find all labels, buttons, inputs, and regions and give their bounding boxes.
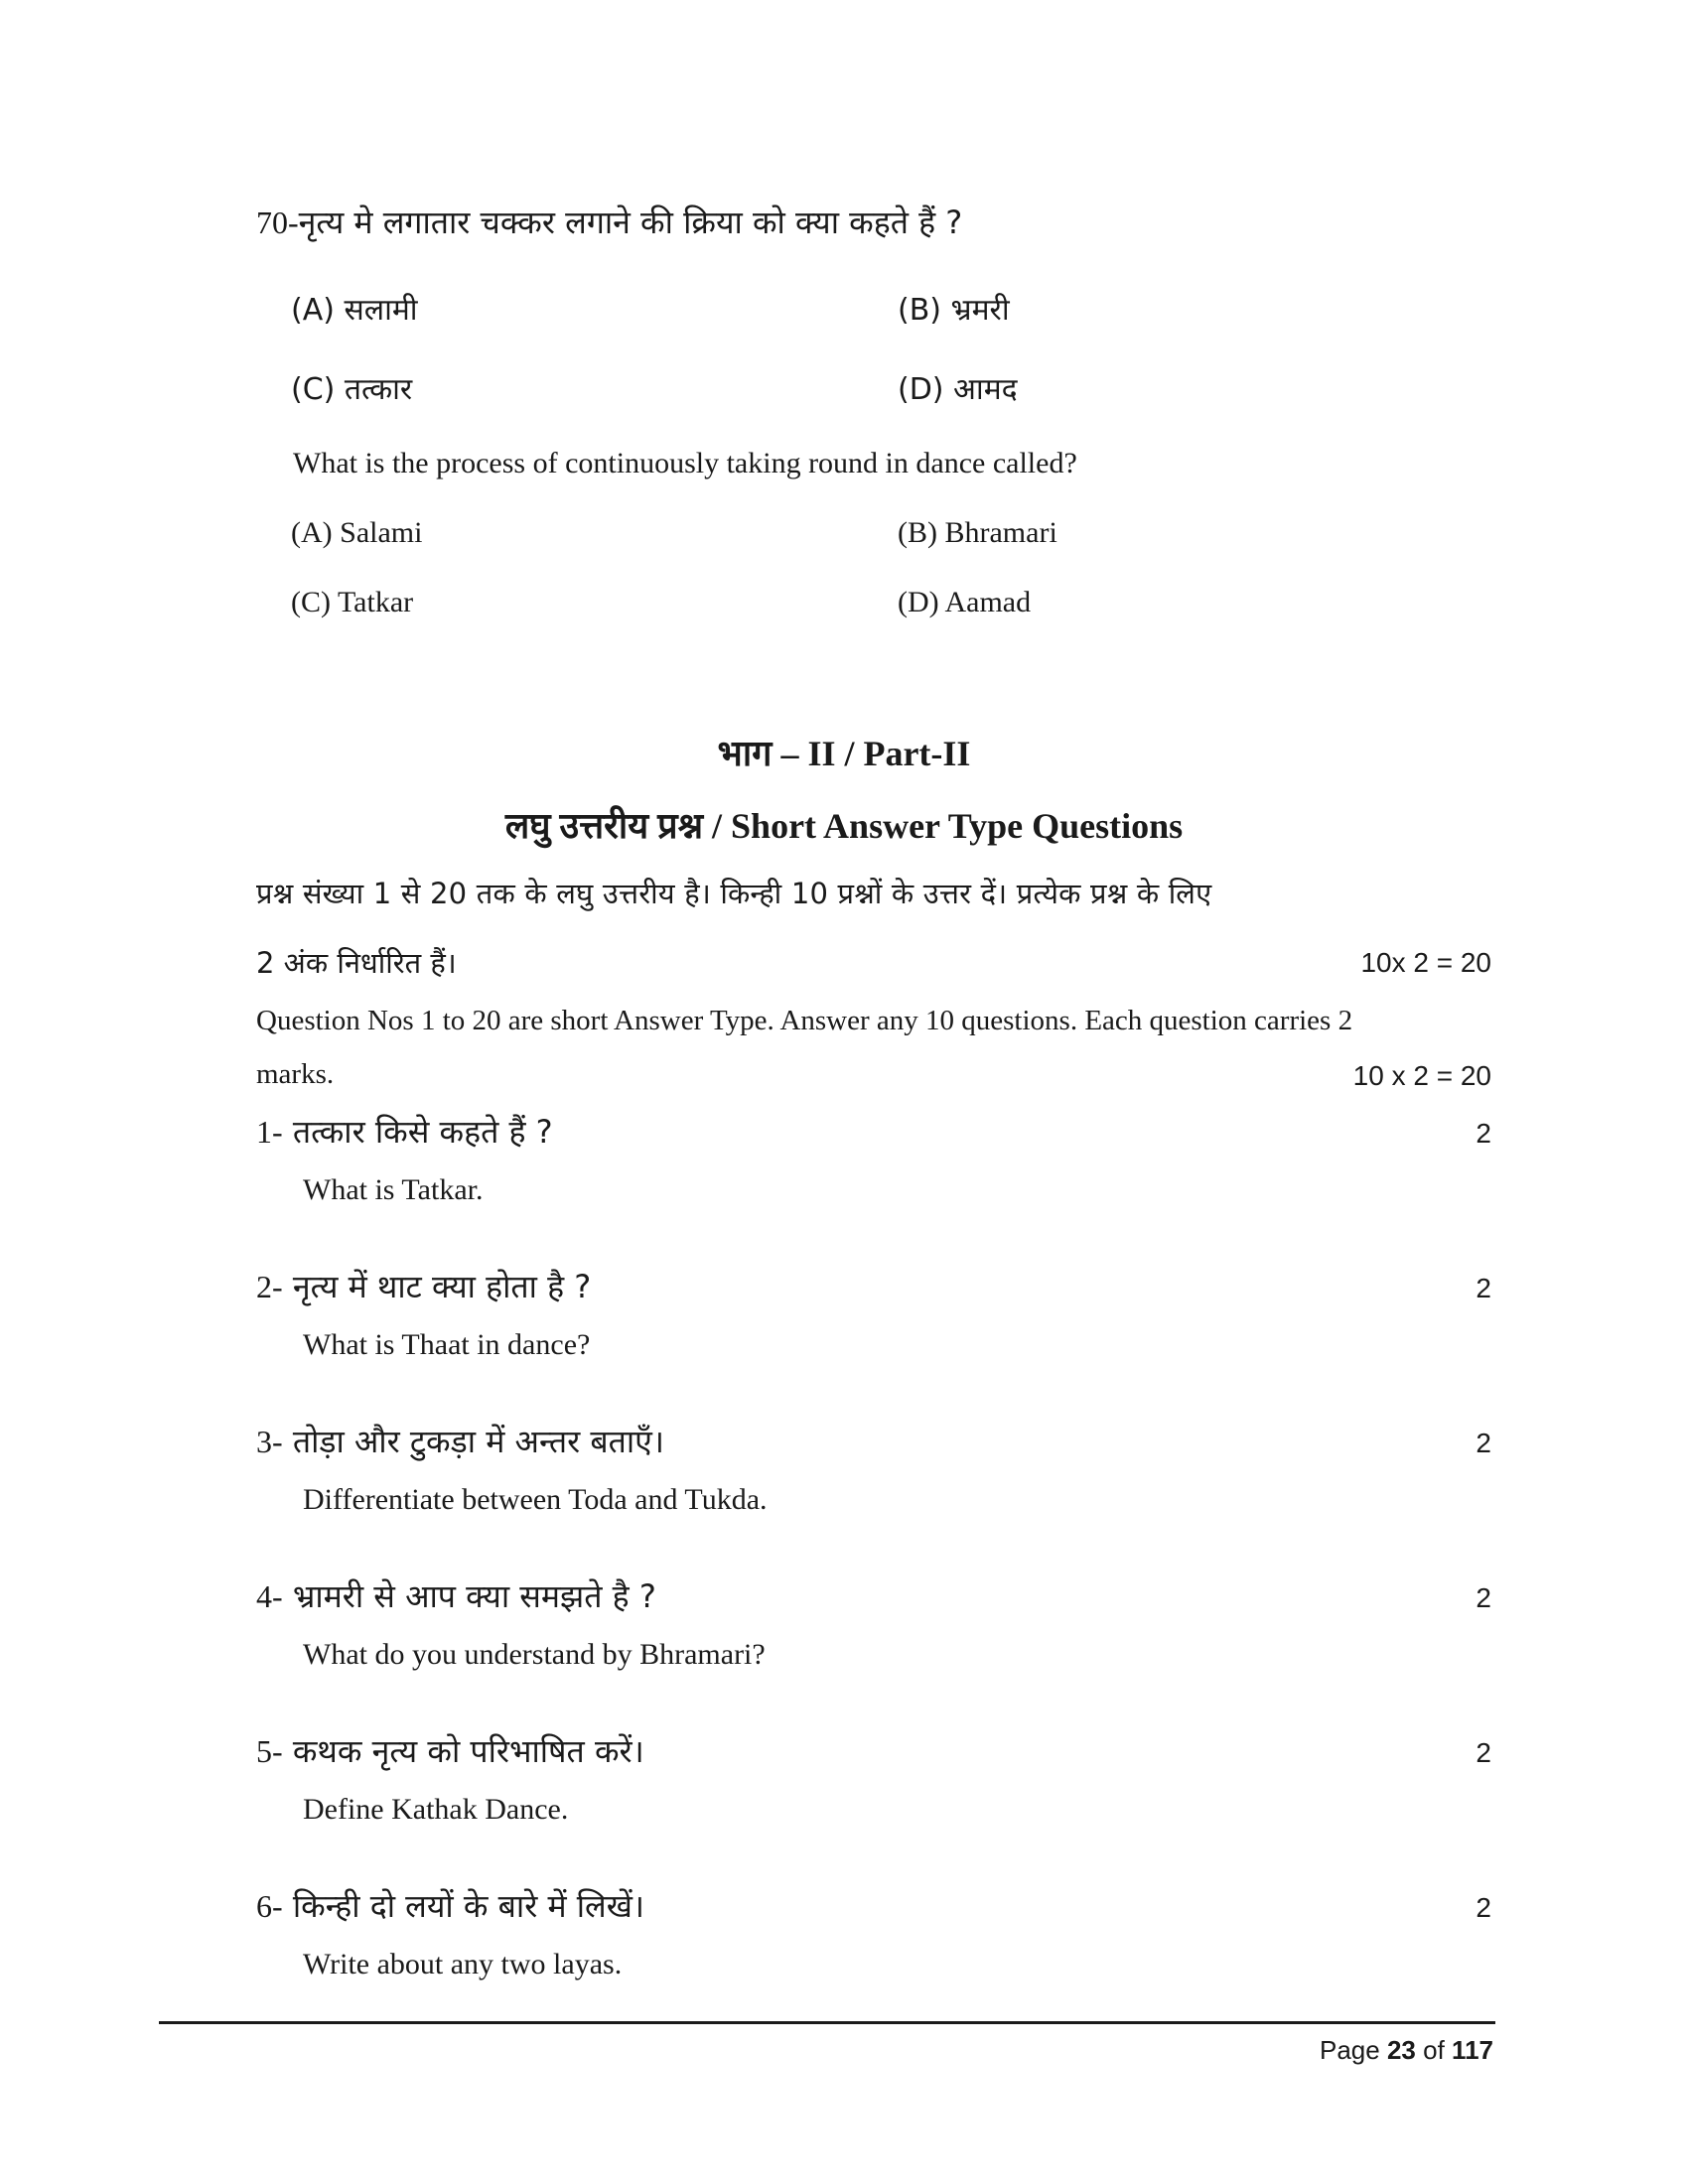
question-en: What is Tatkar. [303,1173,484,1206]
marks-hi: 10x 2 = 20 [1360,947,1491,978]
question-marks: 2 [1476,1118,1491,1149]
instructions-en-line1: Question Nos 1 to 20 are short Answer Type. Answer any 10 questions. Each question carries 2 [256,1005,1353,1036]
instructions-hi-line2: 2 अंक निर्धारित हैं। [256,946,457,980]
mcq-option-b-hi: (B) भ्रमरी [898,293,1010,328]
question-hi [256,1574,656,1617]
question-hi-text: तत्कार किसे कहते हैं ? [292,1113,553,1151]
section-subtitle: लघु उत्तरीय प्रश्न / Short Answer Type Questions [504,806,1184,846]
part-title: भाग – II / Part-II [717,734,971,773]
page-number [1320,2035,1493,2066]
question-en: Write about any two layas. [303,1948,623,1980]
mcq-option-b-en: (B) Bhramari [898,516,1057,549]
question-hi-text: किन्ही दो लयों के बारे में लिखें। [292,1887,645,1925]
question-marks: 2 [1476,1273,1491,1303]
question-en: Differentiate between Toda and Tukda. [303,1483,768,1516]
footer-divider [159,2021,1495,2024]
mcq-option-c-en: (C) Tatkar [291,586,414,618]
question-en: What do you understand by Bhramari? [303,1638,766,1671]
mcq-option-d-en: (D) Aamad [898,586,1032,618]
question-marks: 2 [1476,1582,1491,1613]
question-number: 6- [256,1888,283,1924]
page-label: Page [1320,2035,1380,2065]
question-en: What is Thaat in dance? [303,1328,591,1361]
mcq-number: 70- [256,205,299,240]
question-hi-text: कथक नृत्य को परिभाषित करें। [292,1732,644,1770]
mcq-question-hi [256,201,962,243]
mcq-option-a-en: (A) Salami [291,516,423,549]
mcq-question-hi-text: नृत्य मे लगातार चक्कर लगाने की क्रिया को क्या कहते हैं ? [298,204,963,241]
question-hi [256,1884,644,1927]
question-hi [256,1729,644,1772]
mcq-option-d-hi: (D) आमद [898,372,1018,407]
question-hi [256,1265,591,1307]
page-current: 23 [1386,2035,1416,2065]
mcq-question-en: What is the process of continuously taking round in dance called? [293,447,1077,479]
instructions-hi-line1: प्रश्न संख्या 1 से 20 तक के लघु उत्तरीय है। किन्ही 10 प्रश्नों के उत्तर दें। प्रत्येक प्रश्न के लिए [256,877,1212,910]
question-marks: 2 [1476,1737,1491,1768]
mcq-option-a-hi: (A) सलामी [291,293,418,328]
question-number: 5- [256,1733,283,1769]
page-total: 117 [1452,2035,1493,2065]
question-marks: 2 [1476,1892,1491,1923]
question-hi [256,1420,664,1462]
mcq-option-c-hi: (C) तत्कार [291,372,413,407]
question-hi-text: भ्रामरी से आप क्या समझते है ? [292,1577,656,1615]
question-number: 4- [256,1578,283,1614]
question-hi [256,1110,553,1153]
question-hi-text: नृत्य में थाट क्या होता है ? [292,1268,592,1305]
question-en: Define Kathak Dance. [303,1793,569,1826]
question-number: 3- [256,1424,283,1459]
question-number: 1- [256,1114,283,1150]
question-hi-text: तोड़ा और टुकड़ा में अन्तर बताएँ। [292,1423,664,1460]
question-number: 2- [256,1269,283,1304]
question-marks: 2 [1476,1428,1491,1458]
instructions-en-line2: marks. [256,1058,335,1090]
page-of: of [1423,2035,1445,2065]
marks-en: 10 x 2 = 20 [1352,1060,1491,1091]
